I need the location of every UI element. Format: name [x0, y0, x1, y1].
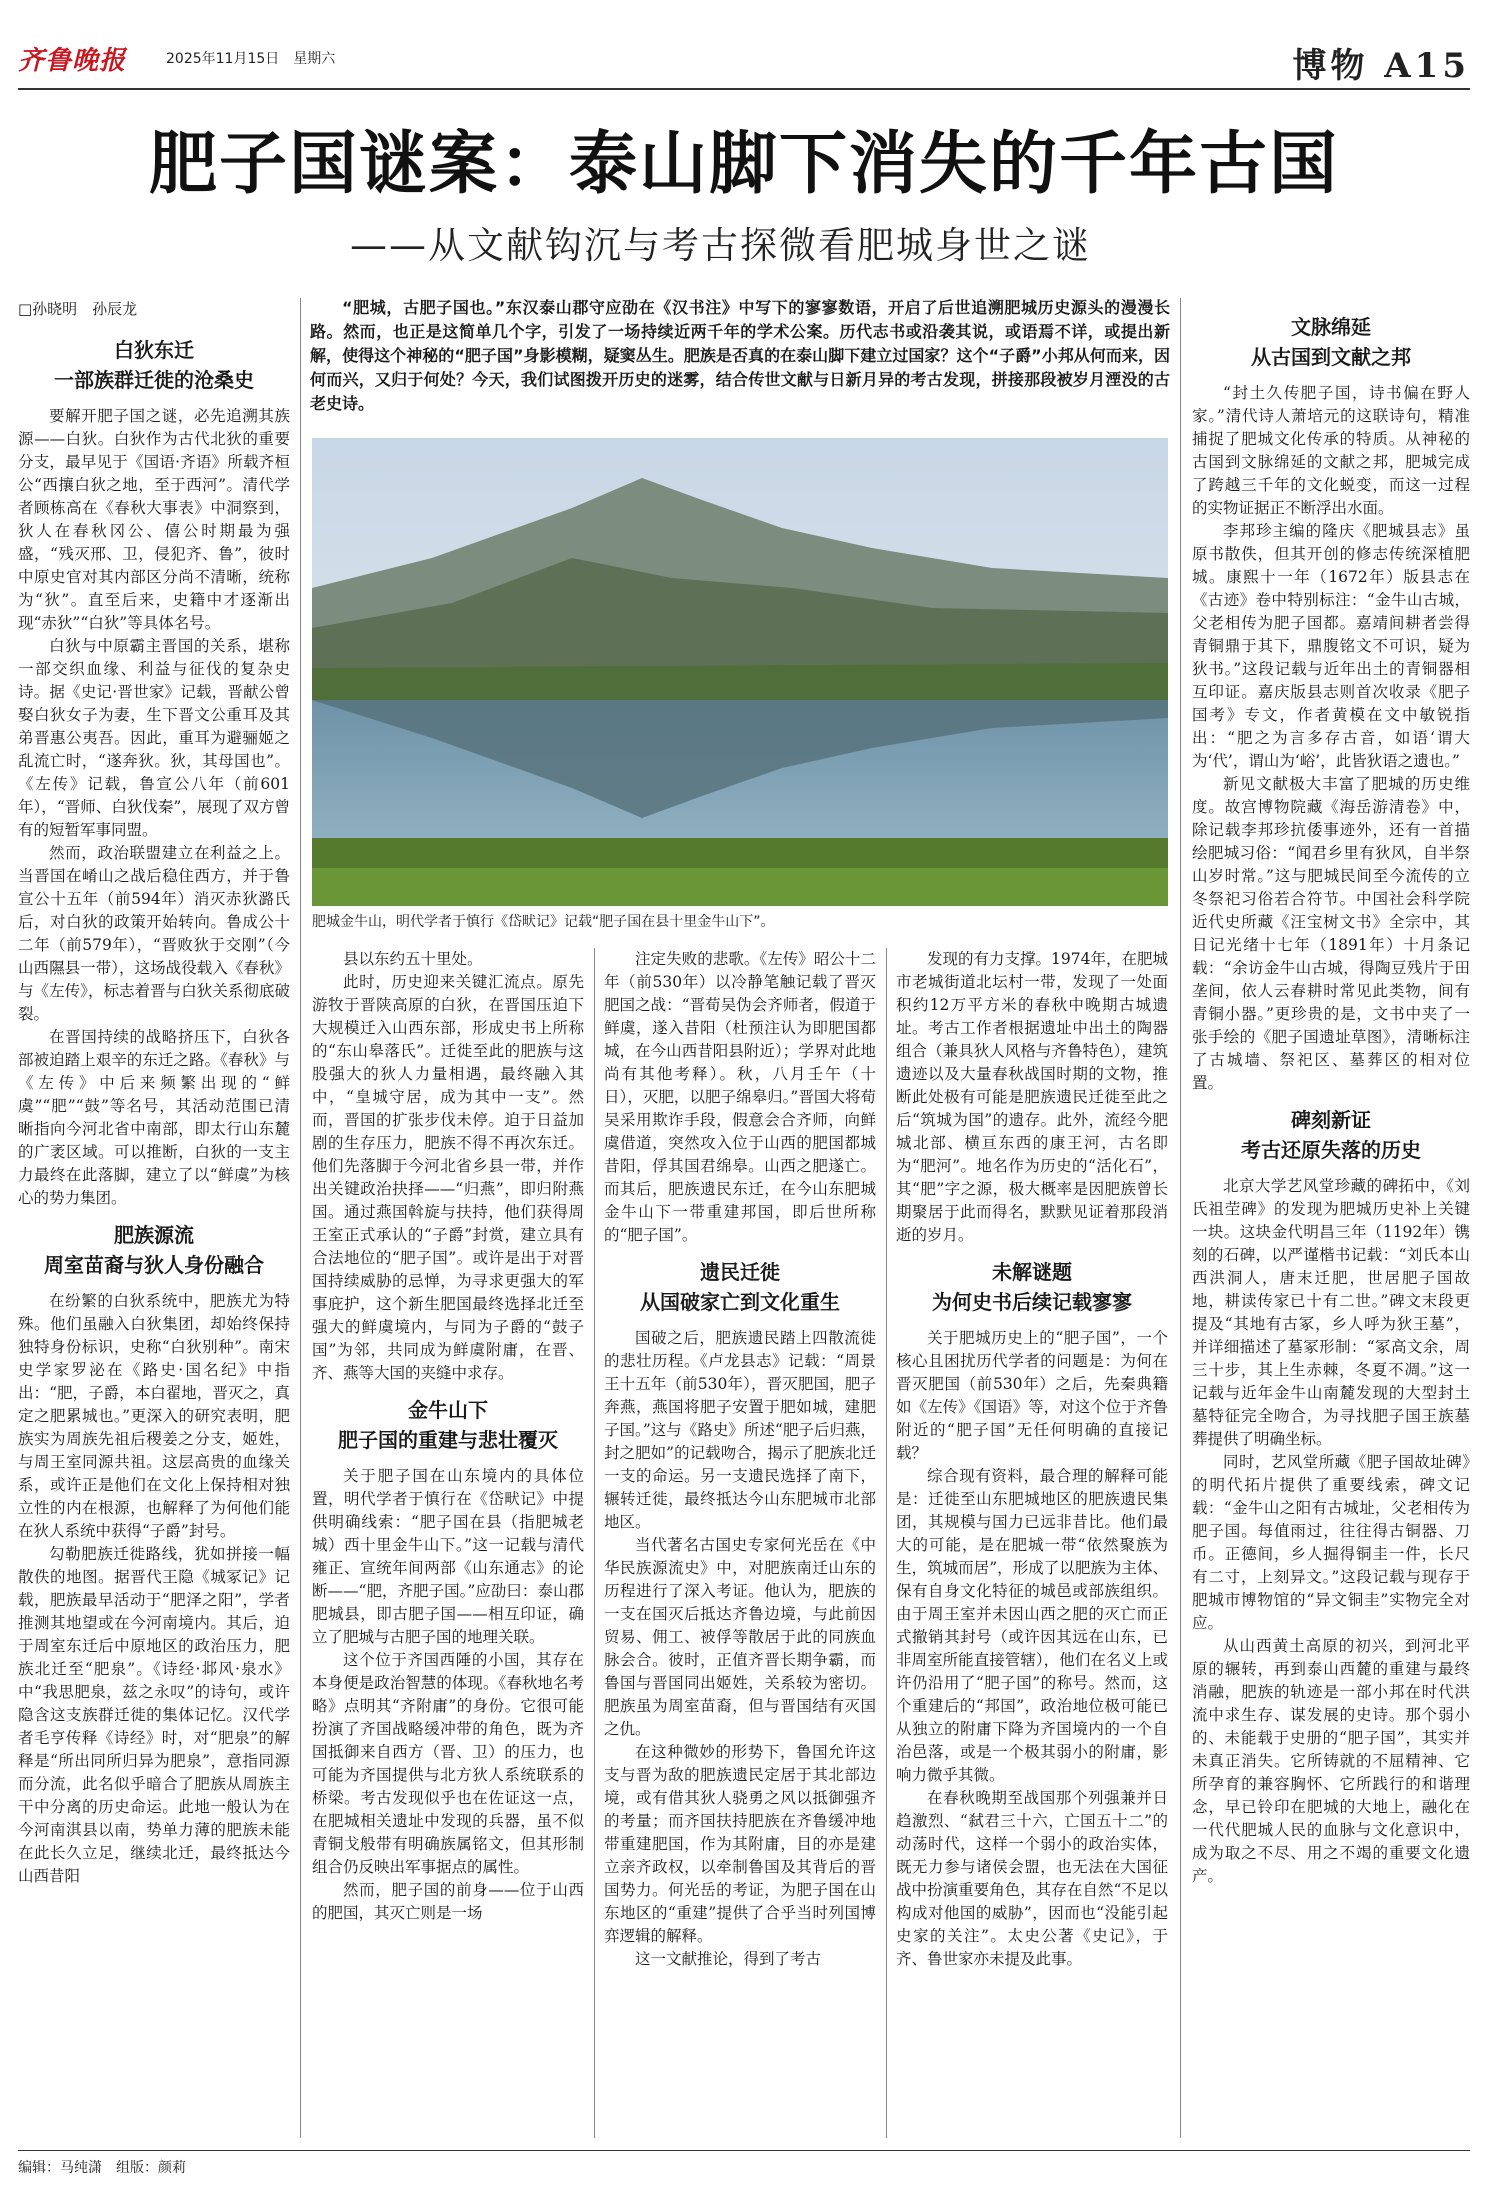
subhead-2: 肥族源流 周室苗裔与狄人身份融合: [44, 1223, 264, 1277]
column-4: [896, 948, 1168, 2138]
paragraph: 然而，政治联盟建立在利益之上。当晋国在崤山之战后稳住西方，并于鲁宣公十五年（前594年）消灭赤狄潞氏后，对白狄的政策开始转向。鲁成公十二年（前579年），“晋败狄于交刚”（今山西隰县一带），这场战役载入《春秋》与《左传》，标志着晋与白狄关系彻底破裂。: [18, 844, 290, 1023]
newspaper-logo: 齐鲁晚报: [18, 46, 127, 76]
photo-caption: 肥城金牛山，明代学者于慎行《岱畎记》记载“肥子国在县十里金牛山下”。: [312, 914, 775, 930]
paragraph: 要解开肥子国之谜，必先追溯其族源——白狄。白狄作为古代北狄的重要分支，最早见于《国语·齐语》所载齐桓公“西攘白狄之地，至于西河”。清代学者顾栋高在《春秋大事表》中洞察到，狄人在春秋冈公、僖公时期最为强盛，“残灭邢、卫，侵犯齐、鲁”，彼时中原史官对其内部区分尚不清晰，统称为“狄”。直至后来，史籍中才逐渐出现“赤狄”“白狄”等具体名号。: [18, 407, 290, 632]
subhead-7: 碑刻新证 考古还原失落的历史: [1241, 1108, 1421, 1162]
column-divider: [594, 948, 595, 2138]
page-footer: 编辑：马纯潇 组版：颜莉: [18, 2150, 1470, 2177]
paragraph: 在晋国持续的战略挤压下，白狄各部被迫踏上艰辛的东迁之路。《春秋》与《左传》中后来频繁出现的“鲜虞”“肥”“鼓”等名号，其活动范围已清晰指向今河北省中南部，即太行山东麓的广袤区域。可以推断，白狄的一支主力最终在此落脚，建立了以“鲜虞”为核心的势力集团。: [18, 1028, 290, 1207]
lead-paragraph: “肥城，古肥子国也。”东汉泰山郡守应劭在《汉书注》中写下的寥寥数语，开启了后世追溯肥城历史源头的漫漫长路。然而，也正是这简单几个字，引发了一场持续近两千年的学术公案。历代志书或沿袭其说，或语焉不详，或提出新解，使得这个神秘的“肥子国”身影模糊，疑窦丛生。肥族是否真的在泰山脚下建立过国家？这个“子爵”小邦从何而来，因何而兴，又归于何处？今天，我们试图拨开历史的迷雾，结合传世文献与日新月异的考古发现，拼接那段被岁月湮没的古老史诗。: [310, 298, 1170, 413]
subhead-1: 白狄东迁 一部族群迁徙的沧桑史: [54, 338, 254, 392]
paragraph: 当代著名古国史专家何光岳在《中华民族源流史》中，对肥族南迁山东的历程进行了深入考证。他认为，肥族的一支在国灭后抵达齐鲁边境，与此前因贸易、佣工、被俘等散居于此的同族血脉会合。彼时，正值齐晋长期争霸，而鲁国与晋国同出姬姓，关系较为密切。肥族虽为周室苗裔，但与晋国结有灭国之仇。: [604, 1536, 876, 1738]
subhead-4: 遗民迁徙 从国破家亡到文化重生: [640, 1260, 840, 1314]
paragraph: 此时，历史迎来关键汇流点。原先游牧于晋陕高原的白狄，在晋国压迫下大规模迁入山西东部，形成史书上所称的“东山皋落氏”。迁徙至此的肥族与这股强大的狄人力量相遇，最终融入其中，“皇城守居，成为其中一支”。然而，晋国的扩张步伐未停。迫于日益加剧的生存压力，肥族不得不再次东迁。他们先落脚于今河北省乡县一带，并作出关键政治抉择——“归燕”，即归附燕国。通过燕国斡旋与扶持，他们获得周王室正式承认的“子爵”封赏，建立具有合法地位的“肥子国”。或许是出于对晋国持续威胁的忌惮，为寻求更强大的军事庇护，这个新生肥国最终选择北迁至强大的鲜虞境内，与同为子爵的“鼓子国”为邻，共同成为鲜虞附庸，在晋、齐、燕等大国的夹缝中求存。: [312, 973, 584, 1382]
column-3: [604, 948, 876, 2138]
paragraph: 这个位于齐国西陲的小国，其存在本身便是政治智慧的体现。《春秋地名考略》点明其“齐附庸”的身份。它很可能扮演了齐国战略缓冲带的角色，既为齐国抵御来自西方（晋、卫）的压力，也可能为齐国提供与北方狄人系统联系的桥梁。考古发现似乎也在佐证这一点，在肥城相关遗址中发现的兵器，虽不似青铜戈般带有明确族属铭文，但其形制组合仍反映出军事据点的属性。: [312, 1651, 584, 1876]
column-5: [1192, 298, 1470, 2138]
paragraph: “封土久传肥子国，诗书偏在野人家。”清代诗人萧培元的这联诗句，精准捕捉了肥城文化传承的特质。从神秘的古国到文脉绵延的文献之邦，肥城完成了跨越三千年的文化蜕变，而这一过程的实物证据正不断浮出水面。: [1192, 384, 1470, 517]
paragraph: 从山西黄土高原的初兴，到河北平原的辗转，再到泰山西麓的重建与最终消融，肥族的轨迹是一部小邦在时代洪流中求生存、谋发展的史诗。那个弱小的、未能载于史册的“肥子国”，其实并未真正消失。它所铸就的不屈精神、它所孕育的兼容胸怀、它所践行的和谐理念，早已铃印在肥城的大地上，融化在一代代肥城人民的血脉与文化意识中，成为取之不尽、用之不竭的重要文化遗产。: [1192, 1637, 1470, 1885]
subhead-3: 金牛山下 肥子国的重建与悲壮覆灭: [338, 1398, 558, 1452]
column-2: [312, 948, 584, 2138]
byline: □孙晓明 孙辰龙: [18, 300, 138, 318]
paragraph: 同时，艺风堂所藏《肥子国故址碑》的明代拓片提供了重要线索，碑文记载：“金牛山之阳有古城址，父老相传为肥子国。每值雨过，往往得古铜器、刀币。正德间，乡人掘得铜圭一件，长尺有二寸，上刻异文。”这段记载与现存于肥城市博物馆的“异文铜圭”实物完全对应。: [1192, 1453, 1470, 1632]
page-header: [18, 40, 1470, 86]
column-1: [18, 298, 290, 2138]
paragraph: 勾勒肥族迁徙路线，犹如拼接一幅散佚的地图。据晋代王隐《城冢记》记载，肥族最早活动于“肥泽之阳”，学者推测其地望或在今河南境内。其后，迫于周室东迁后中原地区的政治压力，肥族北迁至“肥泉”。《诗经·邶风·泉水》中“我思肥泉，兹之永叹”的诗句，或许隐含这支族群迁徙的集体记忆。汉代学者毛亨传释《诗经》时，对“肥泉”的解释是“所出同所归异为肥泉”，意指同源而分流，此名似乎暗合了肥族从周族主干中分离的历史命运。此地一般认为在今河南淇县以南，势单力薄的肥族未能在此长久立足，继续北迁，最终抵达今山西昔阳: [18, 1545, 290, 1885]
column-divider: [886, 948, 887, 2138]
column-divider: [1180, 298, 1181, 2138]
paragraph: 新见文献极大丰富了肥城的历史维度。故宫博物院藏《海岳游清卷》中，除记载李邦珍抗倭事迹外，还有一首描绘肥城习俗：“闻君乡里有狄风，自半祭山岁时常。”这与肥城民间至今流传的立冬祭祀习俗若合符节。中国社会科学院近代史所藏《汪宝树文书》全宗中，其日记光绪十七年（1891年）十月条记载：“余访金牛山古城，得陶豆残片于田垄间，依人云春耕时常见此类物，间有青铜小器。”更珍贵的是，文书中夹了一张手绘的《肥子国遗址草图》，清晰标注了古城墙、祭祀区、墓葬区的相对位置。: [1192, 775, 1470, 1092]
paragraph: 在春秋晚期至战国那个列强兼并日趋激烈、“弑君三十六，亡国五十二”的动荡时代，这样一个弱小的政治实体，既无力参与诸侯会盟，也无法在大国征战中扮演重要角色，其存在自然“不足以构成对他国的威胁”，因而也“没能引起史家的关注”。太史公著《史记》，于齐、鲁世家亦未提及此事。: [896, 1789, 1168, 1968]
paragraph: 综合现有资料，最合理的解释可能是：迁徙至山东肥城地区的肥族遗民集团，其规模与国力已远非昔比。他们最大的可能，是在肥城一带“依然聚族为生，筑城而居”，形成了以肥族为主体、保有自身文化特征的城邑或部族组织。由于周王室并未因山西之肥的灭亡而正式撤销其封号（或许因其远在山东，已非周室所能直接管辖），他们在名义上或许仍沿用了“肥子国”的称号。然而，这个重建后的“邦国”，政治地位极可能已从独立的附庸下降为齐国境内的一个自治邑落，或是一个极其弱小的附庸，影响力微乎其微。: [896, 1467, 1168, 1784]
issue-date: 2025年11月15日 星期六: [166, 51, 336, 67]
section-label: 博物 A15: [1292, 46, 1470, 86]
paragraph: 李邦珍主编的隆庆《肥城县志》虽原书散佚，但其开创的修志传统深植肥城。康熙十一年（1672年）版县志在《古迹》卷中特别标注：“金牛山古城，父老相传为肥子国都。嘉靖间耕者尝得青铜鼎于其下，鼎腹铭文不可识，疑为狄书。”这段记载与近年出土的青铜器相互印证。嘉庆版县志则首次收录《肥子国考》专文，作者黄模在文中敏锐指出：“肥之为言多存古音，如语‘谓大为‘代’，谓山为‘峪’，此皆狄语之遗也。”: [1192, 522, 1470, 770]
paragraph: 发现的有力支撑。1974年，在肥城市老城街道北坛村一带，发现了一处面积约12万平方米的春秋中晚期古城遗址。考古工作者根据遗址中出土的陶器组合（兼具狄人风格与齐鲁特色），建筑遗迹以及大量春秋战国时期的文物，推断此处极有可能是肥族遗民迁徙至此之后“筑城为国”的遗存。此外，流经今肥城北部、横亘东西的康王河，古名即为“肥河”。地名作为历史的“活化石”，其“肥”字之源，极大概率是因肥族曾长期聚居于此而得名，默默见证着那段消逝的岁月。: [896, 950, 1168, 1244]
paragraph: 关于肥子国在山东境内的具体位置，明代学者于慎行在《岱畎记》中提供明确线索：“肥子国在县（指肥城老城）西十里金牛山下。”这一记载与清代雍正、宣统年间两部《山东通志》的论断——“肥，齐肥子国。”应劭曰：泰山郡肥城县，即古肥子国——相互印证，确立了肥城与古肥子国的地理关联。: [312, 1467, 584, 1646]
landscape-photo: [312, 438, 1168, 906]
paragraph: 在这种微妙的形势下，鲁国允许这支与晋为敌的肥族遗民定居于其北部边境，或有借其狄人骁勇之风以抵御强齐的考量；而齐国扶持肥族在齐鲁缓冲地带重建肥国，作为其附庸，目的亦是建立亲齐政权，以牵制鲁国及其背后的晋国势力。何光岳的考证，为肥子国在山东地区的“重建”提供了合乎当时列国博弈逻辑的解释。: [604, 1743, 876, 1945]
column-divider: [300, 298, 301, 2138]
paragraph: 注定失败的悲歌。《左传》昭公十二年（前530年）以冷静笔触记载了晋灭肥国之战：“晋荀吴伪会齐师者，假道于鲜虞，遂入昔阳（杜预注认为即肥国都城，在今山西昔阳县附近）；学界对此地尚有其他考释）。秋，八月壬午（十日），灭肥，以肥子绵皋归。”晋国大将荀吴采用欺诈手段，假意会合齐师，向鲜虞借道，突然攻入位于山西的肥国都城昔阳，俘其国君绵皋。山西之肥遂亡。而其后，肥族遗民东迁，在今山东肥城金牛山下一带重建邦国，即后世所称的“肥子国”。: [604, 950, 876, 1244]
header-rule: [18, 88, 1470, 90]
paragraph: 这一文献推论，得到了考古: [635, 1950, 822, 1968]
paragraph: 关于肥城历史上的“肥子国”，一个核心且困扰历代学者的问题是：为何在晋灭肥国（前530年）之后，先秦典籍如《左传》《国语》等，对这个位于齐鲁附近的“肥子国”无任何明确的直接记载？: [896, 1329, 1168, 1462]
paragraph: 在纷繁的白狄系统中，肥族尤为特殊。他们虽融入白狄集团，却始终保持独特身份标识，史称“白狄别种”。南宋史学家罗泌在《路史·国名纪》中指出：“肥，子爵，本白翟地，晋灭之，真定之肥累城也。”更深入的研究表明，肥族实为周族先祖后稷姜之分支，姬姓，与周王室同源共祖。这层高贵的血缘关系，或许正是他们在文化上保持相对独立性的内在根源，也解释了为何他们能在狄人系统中获得“子爵”封号。: [18, 1292, 290, 1540]
paragraph: 县以东约五十里处。: [343, 950, 483, 968]
subheadline: ——从文献钩沉与考古探微看肥城身世之谜: [350, 224, 1091, 267]
subhead-6: 文脉绵延 从古国到文献之邦: [1251, 315, 1411, 369]
paragraph: 白狄与中原霸主晋国的关系，堪称一部交织血缘、利益与征伐的复杂史诗。据《史记·晋世家》记载，晋献公曾娶白狄女子为妻，生下晋文公重耳及其弟晋惠公夷吾。因此，重耳为避骊姬之乱流亡时，“遂奔狄。狄，其母国也”。《左传》记载，鲁宣公八年（前601年），“晋师、白狄伐秦”，展现了双方曾有的短暂军事同盟。: [18, 637, 290, 839]
paragraph: 然而，肥子国的前身——位于山西的肥国，其灭亡则是一场: [312, 1881, 584, 1922]
photo-illustration: [312, 438, 1168, 906]
paragraph: 国破之后，肥族遗民踏上四散流徙的悲壮历程。《卢龙县志》记载：“周景王十五年（前530年），晋灭肥国，肥子奔燕，燕国将肥子安置于肥如城，建肥子国。”这与《路史》所述“肥子后归燕，封之肥如”的记载吻合，揭示了肥族北迁一支的命运。另一支遗民选择了南下，辗转迁徙，最终抵达今山东肥城市北部地区。: [604, 1329, 876, 1531]
headline: 肥子国谜案：泰山脚下消失的千年古国: [148, 124, 1339, 204]
paragraph: 北京大学艺风堂珍藏的碑拓中，《刘氏祖茔碑》的发现为肥城历史补上关键一块。这块金代明昌三年（1192年）镌刻的石碑，以严谨楷书记载：“刘氏本山西洪洞人，唐末迁肥，世居肥子国故地，耕读传家已十有二世。”碑文末段更提及“其地有古冢，乡人呼为狄王墓”，并详细描述了墓冢形制：“冢高文余，周三十步，其上生赤棘，冬夏不凋。”这一记载与近年金牛山南麓发现的大型封土墓特征完全吻合，为寻找肥子国王族墓葬提供了明确坐标。: [1192, 1177, 1470, 1448]
subhead-5: 未解谜题 为何史书后续记载寥寥: [932, 1260, 1132, 1314]
